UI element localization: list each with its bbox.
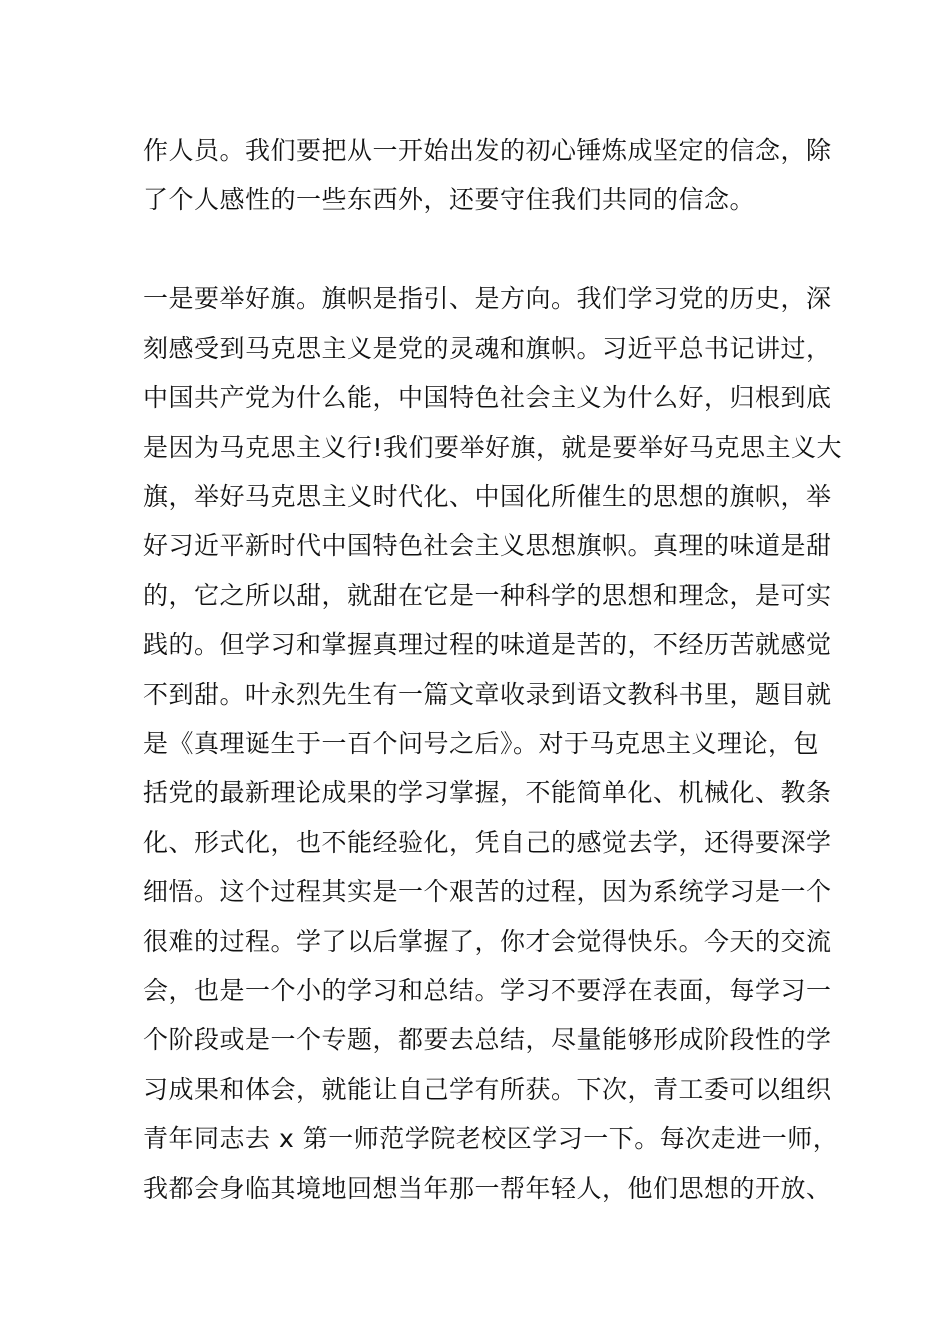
text-line: 是因为马克思主义行!我们要举好旗，就是要举好马克思主义大: [143, 433, 843, 462]
text-line: 作人员。我们要把从一开始出发的初心锤炼成坚定的信念，除: [143, 136, 832, 165]
text-line: 习成果和体会，就能让自己学有所获。下次，青工委可以组织: [143, 1075, 832, 1104]
text-line: 个阶段或是一个专题，都要去总结，尽量能够形成阶段性的学: [143, 1025, 832, 1054]
text-line: 中国共产党为什么能，中国特色社会主义为什么好，归根到底: [143, 383, 832, 412]
text-line: 很难的过程。学了以后掌握了，你才会觉得快乐。今天的交流: [143, 927, 832, 956]
text-line: 会，也是一个小的学习和总结。学习不要浮在表面，每学习一: [143, 976, 832, 1005]
text-line: 化、形式化，也不能经验化，凭自己的感觉去学，还得要深学: [143, 828, 832, 857]
text-line: 好习近平新时代中国特色社会主义思想旗帜。真理的味道是甜: [143, 531, 832, 560]
text-line: 细悟。这个过程其实是一个艰苦的过程，因为系统学习是一个: [143, 877, 832, 906]
text-line: 的，它之所以甜，就甜在它是一种科学的思想和理念，是可实: [143, 581, 832, 610]
text-line: 青年同志去 x 第一师范学院老校区学习一下。每次走进一师，: [143, 1124, 839, 1153]
text-line: 刻感受到马克思主义是党的灵魂和旗帜。习近平总书记讲过，: [143, 334, 832, 363]
text-line: 括党的最新理论成果的学习掌握，不能简单化、机械化、教条: [143, 778, 832, 807]
text-line: 不到甜。叶永烈先生有一篇文章收录到语文教科书里，题目就: [143, 680, 832, 709]
text-line: 是《真理诞生于一百个问号之后》。对于马克思主义理论，包: [143, 729, 820, 758]
text-line: 了个人感性的一些东西外，还要守住我们共同的信念。: [143, 185, 756, 214]
text-line: 旗，举好马克思主义时代化、中国化所催生的思想的旗帜，举: [143, 482, 832, 511]
text-line: 一是要举好旗。旗帜是指引、是方向。我们学习党的历史，深: [143, 284, 832, 313]
text-line: 践的。但学习和掌握真理过程的味道是苦的，不经历苦就感觉: [143, 630, 832, 659]
text-line: 我都会身临其境地回想当年那一帮年轻人，他们思想的开放、: [143, 1174, 832, 1203]
